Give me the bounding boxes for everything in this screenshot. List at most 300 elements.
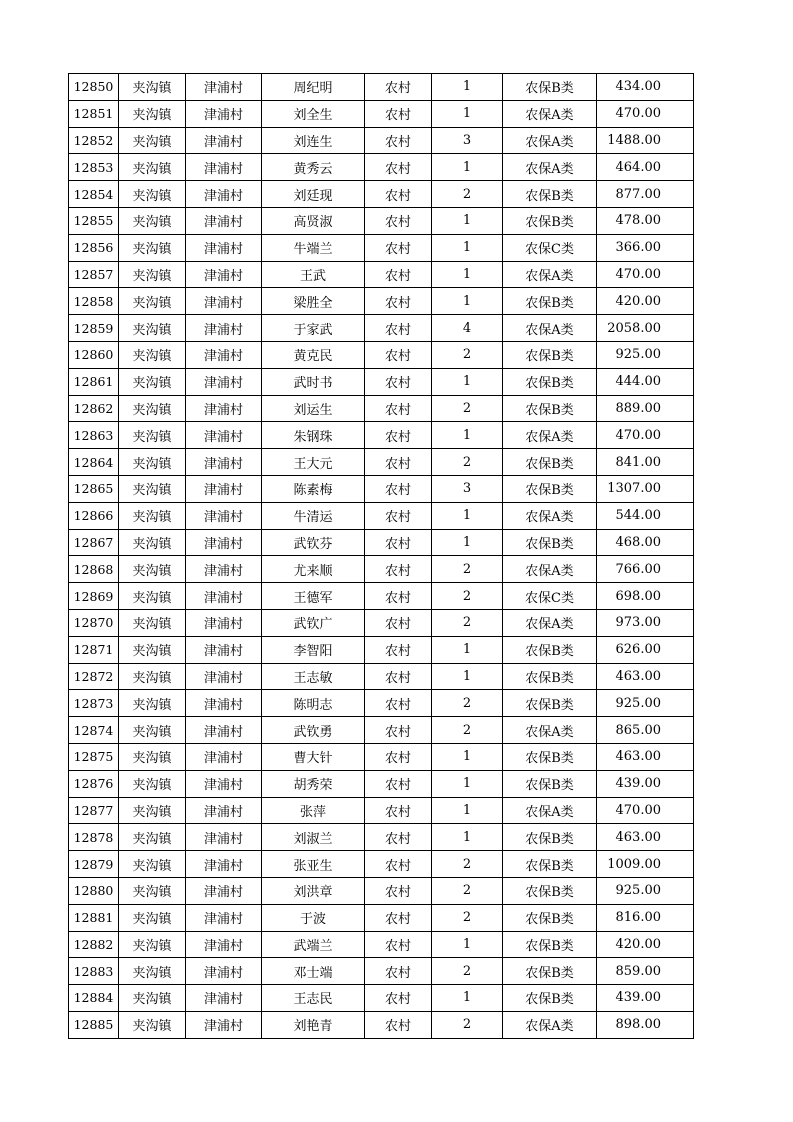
cell-village: 津浦村 <box>186 609 262 636</box>
cell-amount: 366.00 <box>597 234 694 261</box>
cell-amount: 439.00 <box>597 770 694 797</box>
cell-category: 农保B类 <box>503 74 597 101</box>
cell-town: 夹沟镇 <box>119 261 186 288</box>
cell-count: 2 <box>432 851 503 878</box>
cell-count: 2 <box>432 690 503 717</box>
cell-village: 津浦村 <box>186 154 262 181</box>
cell-village: 津浦村 <box>186 234 262 261</box>
cell-count: 3 <box>432 127 503 154</box>
cell-name: 邓士端 <box>262 958 365 985</box>
cell-village: 津浦村 <box>186 288 262 315</box>
cell-town: 夹沟镇 <box>119 851 186 878</box>
cell-id: 12867 <box>69 529 119 556</box>
table-row <box>69 502 694 529</box>
cell-amount: 468.00 <box>597 529 694 556</box>
cell-name: 曹大针 <box>262 743 365 770</box>
cell-id: 12882 <box>69 931 119 958</box>
cell-count: 1 <box>432 985 503 1012</box>
cell-category: 农保B类 <box>503 368 597 395</box>
cell-amount: 470.00 <box>597 797 694 824</box>
cell-id: 12857 <box>69 261 119 288</box>
cell-type: 农村 <box>365 368 432 395</box>
cell-amount: 925.00 <box>597 690 694 717</box>
cell-name: 武钦广 <box>262 609 365 636</box>
cell-count: 1 <box>432 770 503 797</box>
table-row <box>69 904 694 931</box>
cell-type: 农村 <box>365 877 432 904</box>
cell-type: 农村 <box>365 154 432 181</box>
cell-category: 农保B类 <box>503 877 597 904</box>
cell-id: 12855 <box>69 207 119 234</box>
cell-amount: 470.00 <box>597 261 694 288</box>
cell-amount: 1009.00 <box>597 851 694 878</box>
cell-village: 津浦村 <box>186 717 262 744</box>
cell-type: 农村 <box>365 181 432 208</box>
table-row <box>69 931 694 958</box>
cell-id: 12854 <box>69 181 119 208</box>
cell-amount: 841.00 <box>597 449 694 476</box>
cell-village: 津浦村 <box>186 797 262 824</box>
cell-category: 农保B类 <box>503 288 597 315</box>
cell-category: 农保B类 <box>503 690 597 717</box>
cell-village: 津浦村 <box>186 824 262 851</box>
cell-type: 农村 <box>365 743 432 770</box>
cell-count: 1 <box>432 368 503 395</box>
cell-name: 牛端兰 <box>262 234 365 261</box>
cell-count: 1 <box>432 422 503 449</box>
cell-name: 张亚生 <box>262 851 365 878</box>
cell-count: 2 <box>432 904 503 931</box>
cell-amount: 463.00 <box>597 824 694 851</box>
cell-amount: 865.00 <box>597 717 694 744</box>
cell-village: 津浦村 <box>186 770 262 797</box>
cell-id: 12879 <box>69 851 119 878</box>
cell-village: 津浦村 <box>186 475 262 502</box>
cell-category: 农保B类 <box>503 851 597 878</box>
cell-category: 农保A类 <box>503 502 597 529</box>
table-row <box>69 449 694 476</box>
table-row <box>69 74 694 101</box>
cell-village: 津浦村 <box>186 958 262 985</box>
cell-count: 1 <box>432 931 503 958</box>
cell-town: 夹沟镇 <box>119 315 186 342</box>
cell-category: 农保A类 <box>503 422 597 449</box>
table-row <box>69 609 694 636</box>
cell-type: 农村 <box>365 985 432 1012</box>
cell-name: 王武 <box>262 261 365 288</box>
table-row <box>69 422 694 449</box>
cell-count: 2 <box>432 958 503 985</box>
table-row <box>69 154 694 181</box>
cell-type: 农村 <box>365 475 432 502</box>
cell-type: 农村 <box>365 663 432 690</box>
cell-amount: 925.00 <box>597 877 694 904</box>
table-row <box>69 663 694 690</box>
cell-count: 2 <box>432 341 503 368</box>
cell-amount: 439.00 <box>597 985 694 1012</box>
cell-category: 农保A类 <box>503 1011 597 1038</box>
table-row <box>69 234 694 261</box>
cell-village: 津浦村 <box>186 556 262 583</box>
cell-town: 夹沟镇 <box>119 824 186 851</box>
cell-id: 12875 <box>69 743 119 770</box>
cell-type: 农村 <box>365 583 432 610</box>
cell-type: 农村 <box>365 315 432 342</box>
cell-town: 夹沟镇 <box>119 181 186 208</box>
cell-category: 农保B类 <box>503 341 597 368</box>
records-table <box>68 73 694 1039</box>
cell-category: 农保A类 <box>503 315 597 342</box>
cell-name: 陈明志 <box>262 690 365 717</box>
cell-category: 农保B类 <box>503 207 597 234</box>
cell-id: 12863 <box>69 422 119 449</box>
cell-village: 津浦村 <box>186 904 262 931</box>
cell-id: 12856 <box>69 234 119 261</box>
cell-town: 夹沟镇 <box>119 475 186 502</box>
cell-name: 刘艳青 <box>262 1011 365 1038</box>
table-row <box>69 770 694 797</box>
table-body <box>69 74 694 1039</box>
cell-name: 刘洪章 <box>262 877 365 904</box>
cell-id: 12869 <box>69 583 119 610</box>
cell-town: 夹沟镇 <box>119 1011 186 1038</box>
cell-name: 刘淑兰 <box>262 824 365 851</box>
cell-id: 12851 <box>69 100 119 127</box>
cell-amount: 420.00 <box>597 288 694 315</box>
cell-count: 2 <box>432 395 503 422</box>
cell-village: 津浦村 <box>186 341 262 368</box>
cell-id: 12859 <box>69 315 119 342</box>
cell-name: 王大元 <box>262 449 365 476</box>
cell-type: 农村 <box>365 207 432 234</box>
cell-count: 2 <box>432 449 503 476</box>
table-row <box>69 288 694 315</box>
cell-id: 12884 <box>69 985 119 1012</box>
table-row <box>69 315 694 342</box>
cell-town: 夹沟镇 <box>119 797 186 824</box>
cell-id: 12865 <box>69 475 119 502</box>
cell-village: 津浦村 <box>186 636 262 663</box>
cell-count: 2 <box>432 1011 503 1038</box>
cell-village: 津浦村 <box>186 422 262 449</box>
cell-name: 胡秀荣 <box>262 770 365 797</box>
cell-amount: 698.00 <box>597 583 694 610</box>
cell-id: 12871 <box>69 636 119 663</box>
cell-amount: 973.00 <box>597 609 694 636</box>
cell-type: 农村 <box>365 288 432 315</box>
table-row <box>69 475 694 502</box>
cell-town: 夹沟镇 <box>119 985 186 1012</box>
cell-category: 农保A类 <box>503 717 597 744</box>
cell-name: 武端兰 <box>262 931 365 958</box>
cell-town: 夹沟镇 <box>119 234 186 261</box>
cell-name: 武时书 <box>262 368 365 395</box>
cell-town: 夹沟镇 <box>119 100 186 127</box>
cell-count: 4 <box>432 315 503 342</box>
cell-category: 农保B类 <box>503 663 597 690</box>
cell-village: 津浦村 <box>186 529 262 556</box>
cell-category: 农保A类 <box>503 154 597 181</box>
cell-village: 津浦村 <box>186 583 262 610</box>
table-row <box>69 690 694 717</box>
cell-count: 2 <box>432 609 503 636</box>
cell-category: 农保B类 <box>503 636 597 663</box>
cell-count: 1 <box>432 502 503 529</box>
cell-name: 王志敏 <box>262 663 365 690</box>
cell-town: 夹沟镇 <box>119 904 186 931</box>
cell-category: 农保A类 <box>503 261 597 288</box>
cell-count: 1 <box>432 74 503 101</box>
cell-name: 王德军 <box>262 583 365 610</box>
cell-category: 农保B类 <box>503 958 597 985</box>
cell-id: 12878 <box>69 824 119 851</box>
cell-town: 夹沟镇 <box>119 154 186 181</box>
cell-count: 1 <box>432 529 503 556</box>
cell-village: 津浦村 <box>186 100 262 127</box>
cell-id: 12868 <box>69 556 119 583</box>
cell-count: 1 <box>432 743 503 770</box>
cell-name: 梁胜全 <box>262 288 365 315</box>
cell-amount: 766.00 <box>597 556 694 583</box>
cell-type: 农村 <box>365 717 432 744</box>
cell-category: 农保A类 <box>503 556 597 583</box>
cell-id: 12860 <box>69 341 119 368</box>
cell-town: 夹沟镇 <box>119 931 186 958</box>
cell-count: 1 <box>432 100 503 127</box>
cell-amount: 463.00 <box>597 743 694 770</box>
cell-category: 农保C类 <box>503 583 597 610</box>
cell-village: 津浦村 <box>186 395 262 422</box>
table-row <box>69 636 694 663</box>
table-row <box>69 395 694 422</box>
cell-village: 津浦村 <box>186 502 262 529</box>
cell-category: 农保B类 <box>503 181 597 208</box>
cell-id: 12883 <box>69 958 119 985</box>
cell-type: 农村 <box>365 770 432 797</box>
cell-type: 农村 <box>365 824 432 851</box>
table-row <box>69 583 694 610</box>
table-row <box>69 985 694 1012</box>
cell-village: 津浦村 <box>186 931 262 958</box>
cell-category: 农保B类 <box>503 985 597 1012</box>
table-row <box>69 1011 694 1038</box>
cell-town: 夹沟镇 <box>119 663 186 690</box>
cell-town: 夹沟镇 <box>119 422 186 449</box>
cell-count: 1 <box>432 234 503 261</box>
cell-count: 2 <box>432 717 503 744</box>
cell-town: 夹沟镇 <box>119 770 186 797</box>
cell-amount: 626.00 <box>597 636 694 663</box>
cell-amount: 859.00 <box>597 958 694 985</box>
cell-id: 12850 <box>69 74 119 101</box>
cell-type: 农村 <box>365 100 432 127</box>
cell-id: 12852 <box>69 127 119 154</box>
cell-town: 夹沟镇 <box>119 502 186 529</box>
cell-category: 农保B类 <box>503 475 597 502</box>
cell-count: 1 <box>432 824 503 851</box>
cell-id: 12876 <box>69 770 119 797</box>
cell-count: 3 <box>432 475 503 502</box>
cell-amount: 464.00 <box>597 154 694 181</box>
cell-village: 津浦村 <box>186 181 262 208</box>
cell-id: 12858 <box>69 288 119 315</box>
cell-type: 农村 <box>365 609 432 636</box>
cell-name: 刘廷现 <box>262 181 365 208</box>
cell-name: 刘全生 <box>262 100 365 127</box>
cell-id: 12874 <box>69 717 119 744</box>
cell-type: 农村 <box>365 904 432 931</box>
cell-town: 夹沟镇 <box>119 368 186 395</box>
cell-type: 农村 <box>365 127 432 154</box>
cell-name: 刘连生 <box>262 127 365 154</box>
cell-village: 津浦村 <box>186 877 262 904</box>
table-row <box>69 368 694 395</box>
cell-village: 津浦村 <box>186 315 262 342</box>
cell-town: 夹沟镇 <box>119 556 186 583</box>
cell-type: 农村 <box>365 690 432 717</box>
cell-town: 夹沟镇 <box>119 449 186 476</box>
cell-id: 12870 <box>69 609 119 636</box>
table-row <box>69 100 694 127</box>
cell-town: 夹沟镇 <box>119 207 186 234</box>
cell-type: 农村 <box>365 529 432 556</box>
cell-type: 农村 <box>365 74 432 101</box>
cell-town: 夹沟镇 <box>119 958 186 985</box>
cell-name: 刘运生 <box>262 395 365 422</box>
cell-type: 农村 <box>365 422 432 449</box>
cell-count: 2 <box>432 583 503 610</box>
cell-count: 2 <box>432 877 503 904</box>
cell-village: 津浦村 <box>186 261 262 288</box>
cell-amount: 925.00 <box>597 341 694 368</box>
cell-type: 农村 <box>365 636 432 663</box>
cell-count: 1 <box>432 154 503 181</box>
cell-type: 农村 <box>365 261 432 288</box>
cell-amount: 420.00 <box>597 931 694 958</box>
cell-amount: 2058.00 <box>597 315 694 342</box>
cell-type: 农村 <box>365 797 432 824</box>
cell-name: 于波 <box>262 904 365 931</box>
cell-category: 农保B类 <box>503 824 597 851</box>
cell-count: 1 <box>432 288 503 315</box>
cell-category: 农保B类 <box>503 931 597 958</box>
cell-category: 农保C类 <box>503 234 597 261</box>
cell-town: 夹沟镇 <box>119 717 186 744</box>
cell-village: 津浦村 <box>186 1011 262 1038</box>
cell-category: 农保B类 <box>503 743 597 770</box>
cell-category: 农保A类 <box>503 100 597 127</box>
cell-name: 周纪明 <box>262 74 365 101</box>
cell-category: 农保A类 <box>503 609 597 636</box>
cell-count: 1 <box>432 636 503 663</box>
table-row <box>69 261 694 288</box>
cell-amount: 434.00 <box>597 74 694 101</box>
cell-amount: 470.00 <box>597 100 694 127</box>
cell-name: 张萍 <box>262 797 365 824</box>
cell-category: 农保B类 <box>503 395 597 422</box>
table-row <box>69 824 694 851</box>
cell-amount: 444.00 <box>597 368 694 395</box>
cell-category: 农保B类 <box>503 770 597 797</box>
cell-category: 农保A类 <box>503 127 597 154</box>
cell-id: 12872 <box>69 663 119 690</box>
cell-amount: 1307.00 <box>597 475 694 502</box>
cell-type: 农村 <box>365 931 432 958</box>
cell-type: 农村 <box>365 502 432 529</box>
cell-type: 农村 <box>365 234 432 261</box>
cell-name: 陈素梅 <box>262 475 365 502</box>
cell-town: 夹沟镇 <box>119 609 186 636</box>
cell-type: 农村 <box>365 1011 432 1038</box>
cell-town: 夹沟镇 <box>119 74 186 101</box>
table-row <box>69 958 694 985</box>
cell-amount: 544.00 <box>597 502 694 529</box>
cell-town: 夹沟镇 <box>119 690 186 717</box>
cell-name: 尤来顺 <box>262 556 365 583</box>
cell-village: 津浦村 <box>186 207 262 234</box>
cell-count: 2 <box>432 556 503 583</box>
cell-name: 高贤淑 <box>262 207 365 234</box>
table-row <box>69 851 694 878</box>
cell-id: 12862 <box>69 395 119 422</box>
cell-count: 2 <box>432 181 503 208</box>
cell-amount: 470.00 <box>597 422 694 449</box>
cell-name: 武钦勇 <box>262 717 365 744</box>
cell-type: 农村 <box>365 341 432 368</box>
cell-town: 夹沟镇 <box>119 395 186 422</box>
cell-category: 农保B类 <box>503 904 597 931</box>
cell-name: 王志民 <box>262 985 365 1012</box>
cell-town: 夹沟镇 <box>119 636 186 663</box>
table-row <box>69 127 694 154</box>
cell-amount: 1488.00 <box>597 127 694 154</box>
cell-village: 津浦村 <box>186 74 262 101</box>
cell-town: 夹沟镇 <box>119 877 186 904</box>
cell-count: 1 <box>432 207 503 234</box>
cell-amount: 816.00 <box>597 904 694 931</box>
cell-category: 农保A类 <box>503 797 597 824</box>
cell-town: 夹沟镇 <box>119 127 186 154</box>
table-row <box>69 207 694 234</box>
cell-town: 夹沟镇 <box>119 743 186 770</box>
cell-town: 夹沟镇 <box>119 529 186 556</box>
cell-name: 李智阳 <box>262 636 365 663</box>
cell-type: 农村 <box>365 395 432 422</box>
cell-id: 12877 <box>69 797 119 824</box>
cell-village: 津浦村 <box>186 743 262 770</box>
cell-type: 农村 <box>365 449 432 476</box>
table-row <box>69 556 694 583</box>
cell-type: 农村 <box>365 851 432 878</box>
cell-village: 津浦村 <box>186 985 262 1012</box>
cell-id: 12853 <box>69 154 119 181</box>
cell-village: 津浦村 <box>186 663 262 690</box>
cell-count: 1 <box>432 797 503 824</box>
table-row <box>69 717 694 744</box>
cell-amount: 478.00 <box>597 207 694 234</box>
cell-town: 夹沟镇 <box>119 288 186 315</box>
cell-town: 夹沟镇 <box>119 583 186 610</box>
cell-amount: 889.00 <box>597 395 694 422</box>
cell-id: 12885 <box>69 1011 119 1038</box>
cell-village: 津浦村 <box>186 368 262 395</box>
cell-category: 农保B类 <box>503 529 597 556</box>
table-row <box>69 743 694 770</box>
table-row <box>69 181 694 208</box>
cell-amount: 898.00 <box>597 1011 694 1038</box>
cell-type: 农村 <box>365 958 432 985</box>
table-row <box>69 797 694 824</box>
